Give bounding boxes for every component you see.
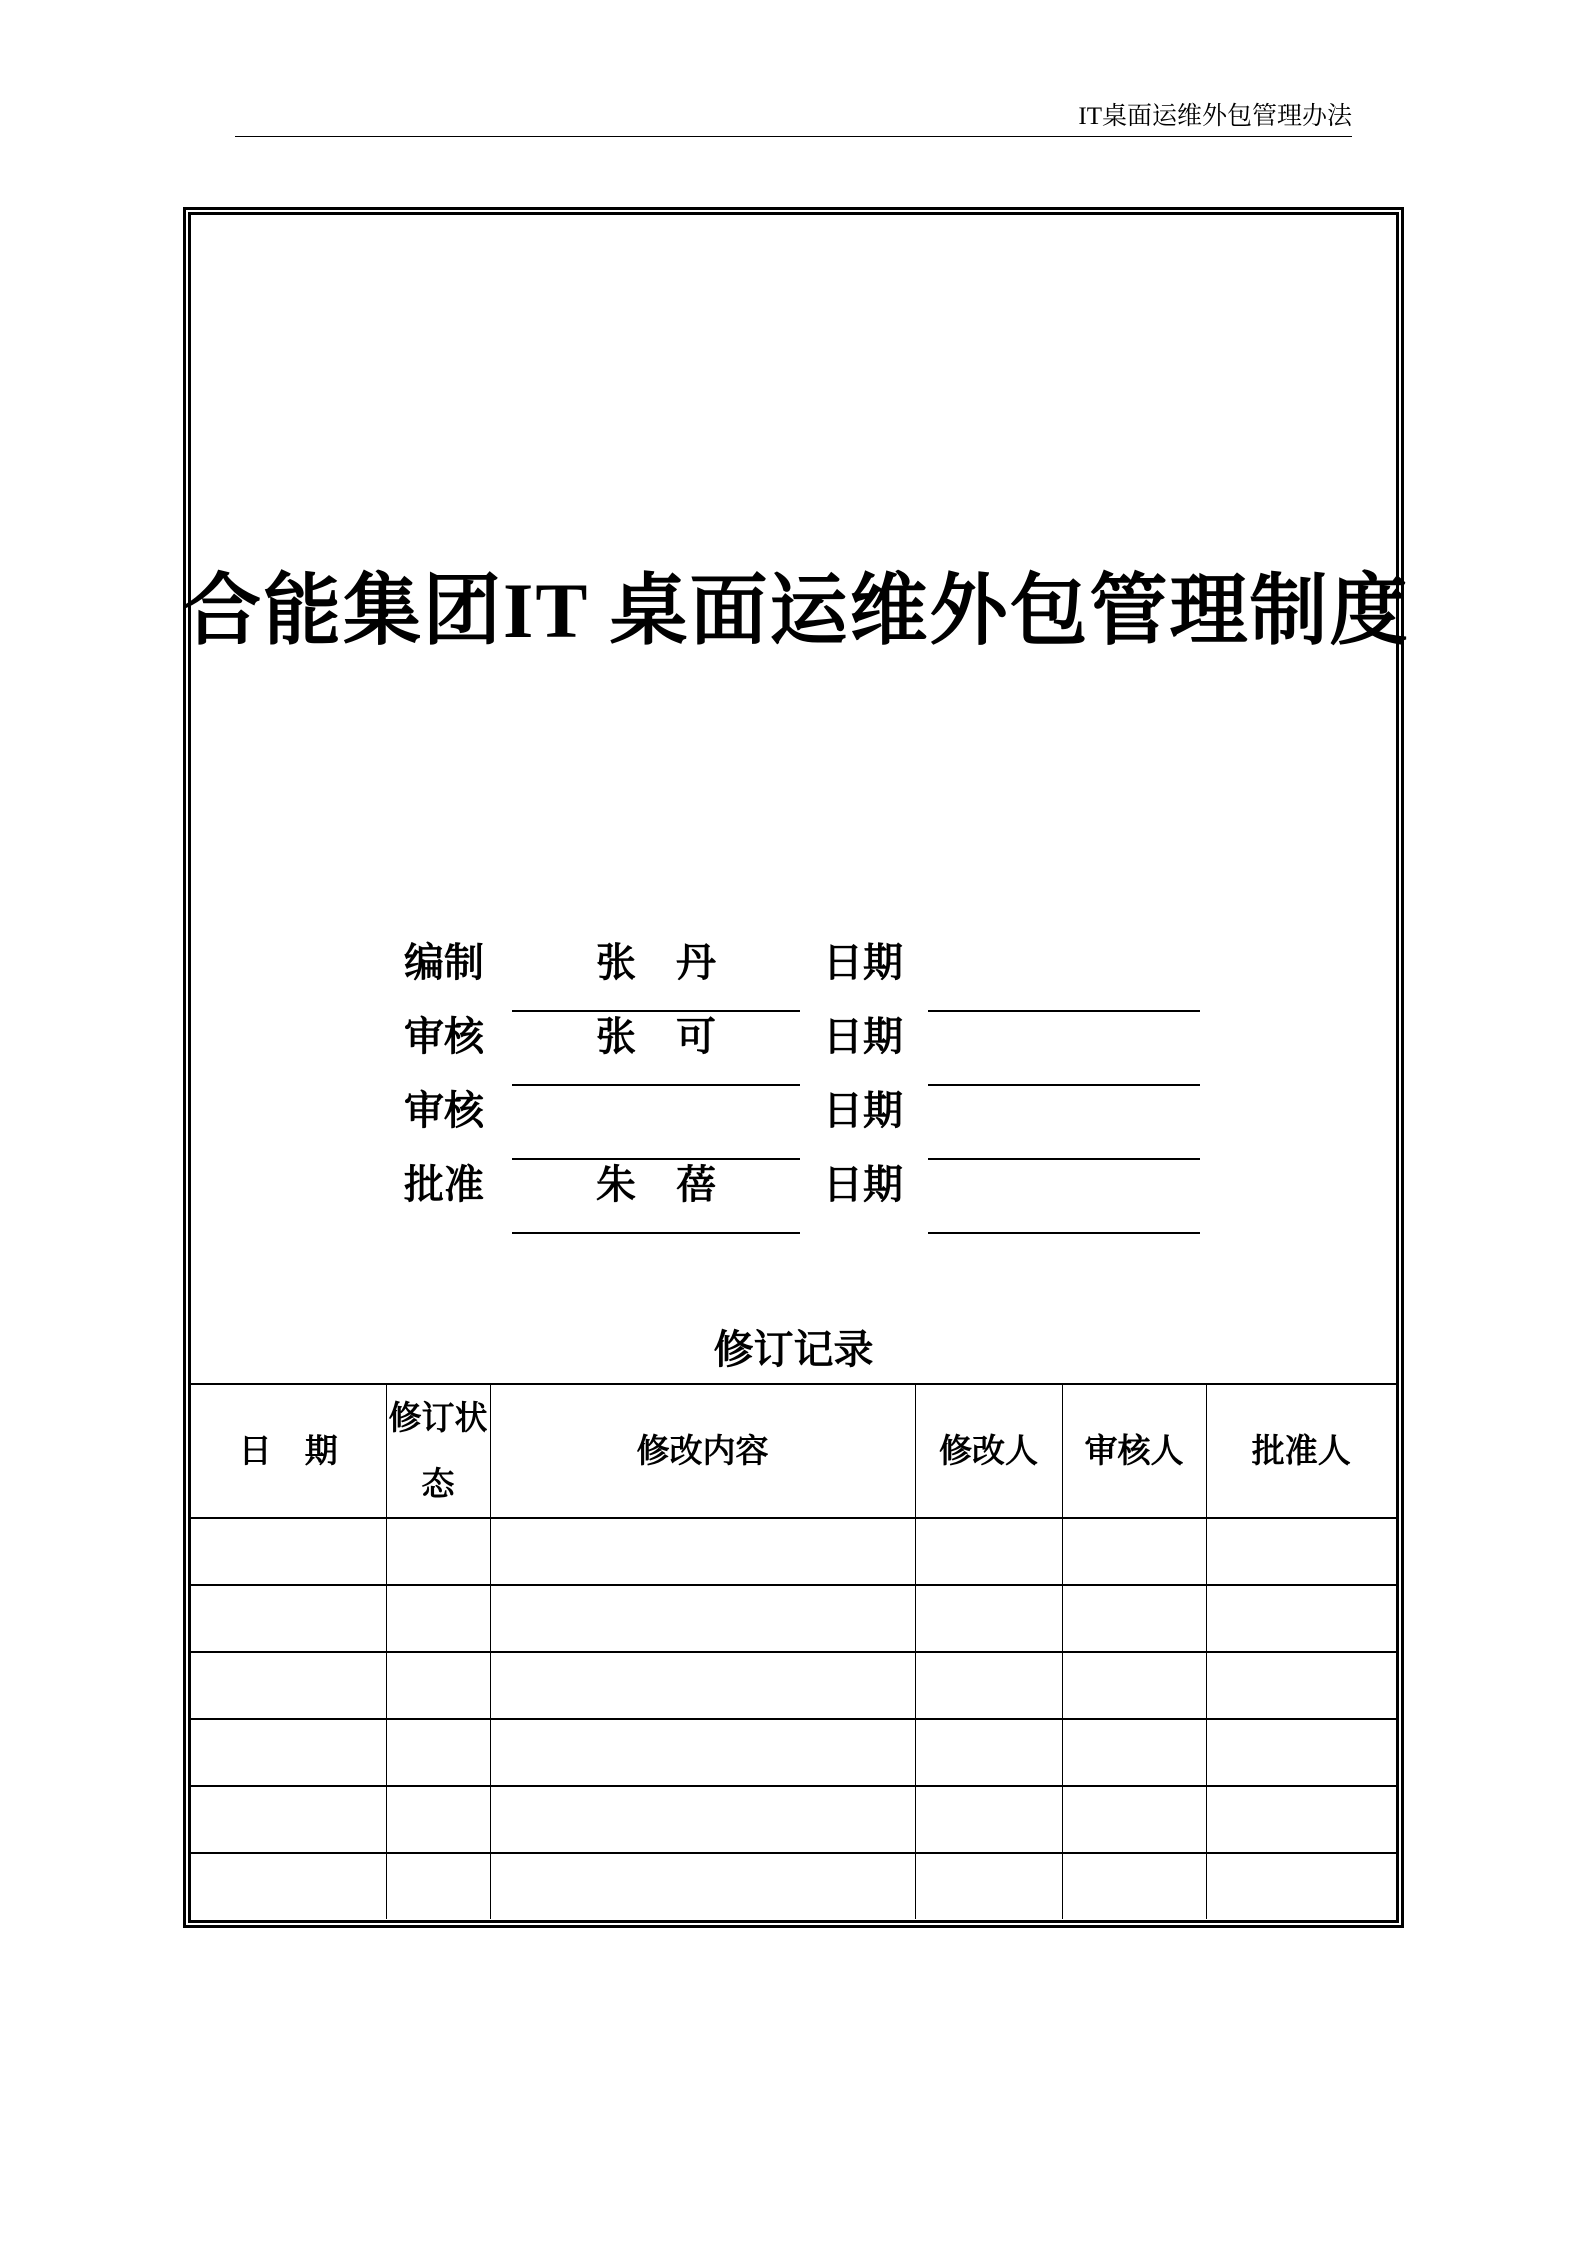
date-label: 日期 xyxy=(823,1089,903,1133)
signature-row-2 xyxy=(404,1012,1204,1086)
date-label: 日期 xyxy=(823,941,903,985)
revision-cell[interactable] xyxy=(386,1719,490,1786)
revision-cell[interactable] xyxy=(915,1518,1062,1585)
revision-cell[interactable] xyxy=(915,1853,1062,1919)
revision-table-row-6 xyxy=(191,1853,1396,1919)
signature-row-3 xyxy=(404,1086,1204,1160)
revision-column-header-6: 批准人 xyxy=(1206,1384,1396,1518)
signature-role-label: 审核 xyxy=(404,1089,484,1133)
revision-cell[interactable] xyxy=(386,1652,490,1719)
signature-block xyxy=(404,938,1204,1234)
revision-cell[interactable] xyxy=(490,1719,915,1786)
date-field[interactable] xyxy=(928,1086,1200,1160)
date-label: 日期 xyxy=(823,1015,903,1059)
revision-cell[interactable] xyxy=(386,1518,490,1585)
date-field[interactable] xyxy=(928,938,1200,1012)
signature-name-field[interactable]: 朱 蓓 xyxy=(512,1160,800,1234)
revision-cell[interactable] xyxy=(386,1585,490,1652)
revision-cell[interactable] xyxy=(1206,1719,1396,1786)
revision-cell[interactable] xyxy=(1062,1786,1206,1853)
revision-table-row-4 xyxy=(191,1719,1396,1786)
revision-cell[interactable] xyxy=(191,1853,386,1919)
revision-table-body xyxy=(191,1518,1396,1919)
revision-cell[interactable] xyxy=(1206,1518,1396,1585)
revision-cell[interactable] xyxy=(915,1786,1062,1853)
revision-cell[interactable] xyxy=(1062,1719,1206,1786)
revision-cell[interactable] xyxy=(1062,1853,1206,1919)
revision-table xyxy=(191,1383,1396,1919)
revision-column-header-1: 日 期 xyxy=(191,1384,386,1518)
revision-record-heading: 修订记录 xyxy=(713,1328,874,1372)
revision-table-row-2 xyxy=(191,1585,1396,1652)
revision-cell[interactable] xyxy=(386,1786,490,1853)
revision-cell[interactable] xyxy=(490,1853,915,1919)
revision-cell[interactable] xyxy=(490,1518,915,1585)
revision-cell[interactable] xyxy=(490,1652,915,1719)
signature-role-label: 编制 xyxy=(404,941,484,985)
date-label: 日期 xyxy=(823,1163,903,1207)
revision-cell[interactable] xyxy=(915,1719,1062,1786)
revision-column-header-3: 修改内容 xyxy=(490,1384,915,1518)
revision-cell[interactable] xyxy=(915,1652,1062,1719)
date-field[interactable] xyxy=(928,1012,1200,1086)
date-field[interactable] xyxy=(928,1160,1200,1234)
revision-cell[interactable] xyxy=(1062,1585,1206,1652)
signature-row-1 xyxy=(404,938,1204,1012)
signature-name-field[interactable]: 张 丹 xyxy=(512,938,800,1012)
revision-cell[interactable] xyxy=(191,1652,386,1719)
revision-cell[interactable] xyxy=(490,1585,915,1652)
revision-cell[interactable] xyxy=(915,1585,1062,1652)
revision-table-row-1 xyxy=(191,1518,1396,1585)
revision-column-header-5: 审核人 xyxy=(1062,1384,1206,1518)
revision-cell[interactable] xyxy=(1206,1652,1396,1719)
revision-table-row-3 xyxy=(191,1652,1396,1719)
signature-role-label: 审核 xyxy=(404,1015,484,1059)
running-header: IT桌面运维外包管理办法 xyxy=(235,100,1352,137)
revision-table-header-row xyxy=(191,1384,1396,1518)
revision-cell[interactable] xyxy=(1062,1652,1206,1719)
revision-cell[interactable] xyxy=(1206,1786,1396,1853)
document-title: 合能集团IT 桌面运维外包管理制度 xyxy=(183,567,1410,654)
signature-row-4 xyxy=(404,1160,1204,1234)
signature-name-field[interactable] xyxy=(512,1086,800,1160)
signature-name-field[interactable]: 张 可 xyxy=(512,1012,800,1086)
signature-role-label: 批准 xyxy=(404,1163,484,1207)
revision-cell[interactable] xyxy=(191,1585,386,1652)
revision-cell[interactable] xyxy=(1206,1853,1396,1919)
revision-cell[interactable] xyxy=(191,1786,386,1853)
revision-column-header-4: 修改人 xyxy=(915,1384,1062,1518)
revision-cell[interactable] xyxy=(191,1719,386,1786)
revision-cell[interactable] xyxy=(1062,1518,1206,1585)
revision-cell[interactable] xyxy=(191,1518,386,1585)
revision-table-row-5 xyxy=(191,1786,1396,1853)
revision-cell[interactable] xyxy=(490,1786,915,1853)
revision-column-header-2: 修订状态 xyxy=(386,1384,490,1518)
revision-cell[interactable] xyxy=(1206,1585,1396,1652)
revision-cell[interactable] xyxy=(386,1853,490,1919)
